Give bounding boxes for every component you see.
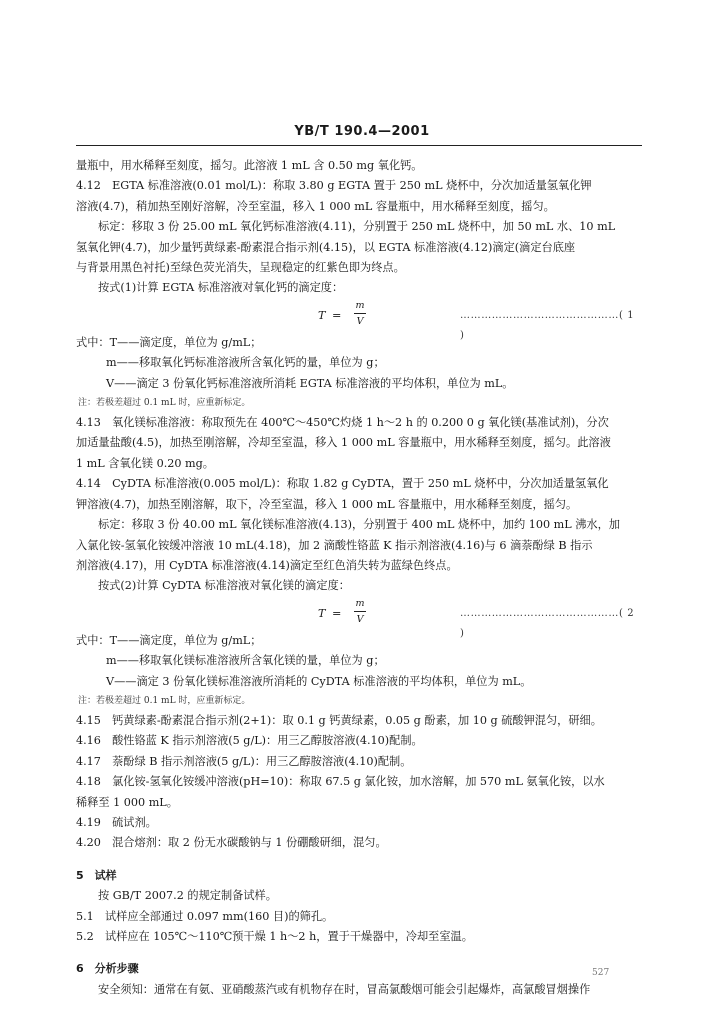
symbol-definition: 式中：T——滴定度，单位为 g/mL； (76, 335, 262, 349)
section-heading-6: 6 分析步骤 (76, 962, 139, 976)
standard-header: YB/T 190.4—2001 (294, 124, 430, 139)
calibration-paragraph: 标定：移取 3 份 40.00 mL 氧化镁标准溶液(4.13)，分别置于 400 mL 烧杯中，加约 100 mL 沸水，加 (98, 518, 620, 532)
symbol-definition: m——移取氧化镁标准溶液所含氧化镁的量，单位为 g； (106, 654, 385, 668)
clause-4-13: 4.13 氧化镁标准溶液：称取预先在 400℃～450℃灼烧 1 h～2 h 的 0.200 0 g 氧化镁(基准试剂)，分次 (76, 416, 609, 430)
clause-4-15: 4.15 钙黄绿素-酚素混合指示剂(2+1)：取 0.1 g 钙黄绿素，0.05 g 酚素，加 10 g 硫酸钾混匀，研细。 (76, 713, 602, 727)
clause-4-19: 4.19 硫试剂。 (76, 815, 157, 829)
symbol-definition: 式中：T——滴定度，单位为 g/mL； (76, 633, 262, 647)
spacer (76, 854, 642, 862)
clause-5-2: 5.2 试样应在 105℃～110℃预干燥 1 h～2 h，置于干燥器中，冷却至室温。 (76, 930, 473, 943)
fraction-denominator: V (356, 613, 364, 625)
document-body (76, 156, 642, 1000)
fraction-bar (354, 611, 366, 612)
clause-4-18: 4.18 氯化铵-氢氧化铵缓冲溶液(pH=10)：称取 67.5 g 氯化铵，加水溶解，加 570 mL 氨氧化铵，以水 (76, 775, 605, 789)
note: 注：若极差超过 0.1 mL 时，应重新标定。 (78, 398, 251, 409)
section-heading-5: 5 试样 (76, 868, 117, 882)
text-line: 按 GB/T 2007.2 的规定制备试样。 (98, 889, 277, 903)
formula-number: ………………………………………( 2 ) (460, 607, 635, 640)
clause-4-12: 4.12 EGTA 标准溶液(0.01 mol/L)：称取 3.80 g EGTA 置于 250 mL 烧杯中，分次加适量氢氧化钾 (76, 179, 592, 193)
clause-4-16: 4.16 酸性铬蓝 K 指示剂溶液(5 g/L)：用三乙醇胺溶液(4.10)配制。 (76, 734, 423, 748)
formula-equals: = (332, 606, 342, 620)
text-line: 入氯化铵-氢氧化铵缓冲溶液 10 mL(4.18)，加 2 滴酸性铬蓝 K 指示剂溶液(4.16)与 6 滴萘酚绿 B 指示 (76, 538, 593, 552)
formula-intro: 按式(1)计算 EGTA 标准溶液对氧化钙的滴定度： (98, 281, 344, 295)
text-line: 溶液(4.7)，稍加热至刚好溶解，冷至室温，移入 1 000 mL 容量瓶中，用水稀释至刻度，摇匀。 (76, 199, 555, 213)
formula-number: ………………………………………( 1 ) (460, 309, 635, 342)
text-line: 剂溶液(4.17)，用 CyDTA 标准溶液(4.14)滴定至红色消失转为蓝绿色终点。 (76, 558, 458, 572)
formula-equals: = (332, 308, 342, 322)
fraction-numerator: m (355, 299, 365, 311)
spacer (76, 947, 642, 955)
text-line: 量瓶中，用水稀释至刻度，摇匀。此溶液 1 mL 含 0.50 mg 氧化钙。 (76, 159, 423, 172)
clause-5-1: 5.1 试样应全部通过 0.097 mm(160 目)的筛孔。 (76, 909, 334, 923)
text-line: 钾溶液(4.7)，加热至刚溶解，取下，冷至室温，移入 1 000 mL 容量瓶中，用水稀释至刻度，摇匀。 (76, 497, 578, 511)
clause-4-14: 4.14 CyDTA 标准溶液(0.005 mol/L)：称取 1.82 g CyDTA，置于 250 mL 烧杯中，分次加适量氢氧化 (76, 477, 609, 491)
symbol-definition: m——移取氧化钙标准溶液所含氧化钙的量，单位为 g； (106, 356, 385, 370)
text-line: 与背景用黑色衬托)至绿色荧光消失，呈现稳定的红紫色即为终点。 (76, 261, 405, 275)
formula-lhs: T (318, 308, 326, 322)
formula-lhs: T (318, 606, 326, 620)
text-line: 氢氧化钾(4.7)，加少量钙黄绿素-酚素混合指示剂(4.15)，以 EGTA 标准溶液(4.12)滴定(滴定台底座 (76, 240, 576, 254)
fraction-bar (354, 313, 366, 314)
formula-fraction (354, 299, 366, 328)
note: 注：若极差超过 0.1 mL 时，应重新标定。 (78, 695, 251, 706)
page-number: 527 (592, 968, 610, 978)
fraction-numerator: m (355, 597, 365, 609)
clause-4-20: 4.20 混合熔剂：取 2 份无水碳酸钠与 1 份硼酸研细，混匀。 (76, 836, 387, 850)
formula-fraction (354, 597, 366, 626)
symbol-definition: V——滴定 3 份氧化镁标准溶液所消耗的 CyDTA 标准溶液的平均体积，单位为 mL。 (106, 674, 532, 688)
text-line: 1 mL 含氧化镁 0.20 mg。 (76, 456, 214, 470)
symbol-definition: V——滴定 3 份氧化钙标准溶液所消耗 EGTA 标准溶液的平均体积，单位为 mL。 (106, 376, 514, 390)
clause-4-17: 4.17 萘酚绿 B 指示剂溶液(5 g/L)：用三乙醇胺溶液(4.10)配制。 (76, 754, 412, 768)
safety-notice: 安全须知：通常在有氨、亚硝酸蒸汽或有机物存在时，冒高氯酸烟可能会引起爆炸，高氯酸冒烟操作 (98, 982, 591, 996)
fraction-denominator: V (356, 315, 364, 327)
text-line: 加适量盐酸(4.5)，加热至刚溶解，冷却至室温，移入 1 000 mL 容量瓶中，用水稀释至刻度，摇匀。此溶液 (76, 436, 611, 450)
calibration-paragraph: 标定：移取 3 份 25.00 mL 氧化钙标准溶液(4.11)，分别置于 250 mL 烧杯中，加 50 mL 水、10 mL (98, 220, 616, 234)
header-rule (76, 145, 642, 146)
text-line: 稀释至 1 000 mL。 (76, 795, 178, 809)
formula-intro: 按式(2)计算 CyDTA 标准溶液对氧化镁的滴定度： (98, 579, 350, 593)
